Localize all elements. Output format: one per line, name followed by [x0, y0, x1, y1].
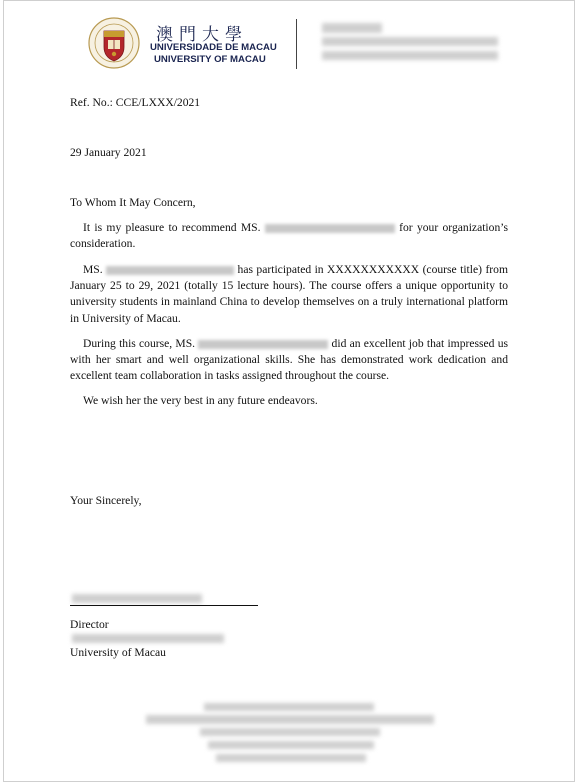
- university-name-english: UNIVERSITY OF MACAU: [154, 54, 266, 65]
- paragraph-1-start: It is my pleasure to recommend MS.: [83, 221, 261, 234]
- redacted-signature: [72, 594, 202, 603]
- redacted-name: [198, 340, 328, 349]
- redacted-footer: [208, 741, 374, 749]
- redacted-signer-name: [72, 634, 224, 643]
- paragraph-1-end: for your organization’s consideration.: [70, 221, 508, 251]
- redacted-block: [322, 37, 498, 46]
- redacted-block: [322, 23, 382, 33]
- redacted-footer: [146, 715, 434, 724]
- paragraph-3-start: During this course, MS.: [83, 337, 196, 350]
- university-name-chinese: 澳門大學: [156, 25, 248, 45]
- paragraph-3: [70, 336, 508, 385]
- redacted-footer: [200, 728, 380, 736]
- redacted-name: [106, 266, 234, 275]
- redacted-footer: [216, 754, 366, 762]
- university-crest-icon: [88, 17, 140, 69]
- paragraph-2-start: MS.: [83, 263, 103, 276]
- salutation: To Whom It May Concern,: [70, 196, 196, 209]
- paragraph-3-end: did an excellent job that impressed us with her smart and well organizational skills. She has demonstrated work dedication and excellent team collaboration in tasks assigned throughout the course.: [70, 337, 508, 383]
- paragraph-2-end: has participated in XXXXXXXXXXX (course title) from January 25 to 29, 2021 (totally 15 lecture hours). The course offers a unique opportunity to university students in mainland China to develop themselves on a truly international platform in University of Macau.: [70, 263, 508, 325]
- letter-page: [3, 0, 575, 782]
- signer-organization: University of Macau: [70, 646, 166, 659]
- signer-title: Director: [70, 618, 109, 631]
- paragraph-1: [70, 220, 508, 252]
- closing: Your Sincerely,: [70, 494, 142, 507]
- signature-line: [70, 605, 258, 606]
- paragraph-4: We wish her the very best in any future endeavors.: [83, 394, 318, 407]
- redacted-footer: [204, 703, 374, 711]
- redacted-block: [322, 51, 498, 60]
- redacted-name: [265, 224, 395, 233]
- reference-number: Ref. No.: CCE/LXXX/2021: [70, 96, 201, 109]
- header-divider: [296, 19, 297, 69]
- university-name-portuguese: UNIVERSIDADE DE MACAU: [150, 42, 277, 53]
- letter-date: 29 January 2021: [70, 146, 147, 159]
- paragraph-2: [70, 262, 508, 327]
